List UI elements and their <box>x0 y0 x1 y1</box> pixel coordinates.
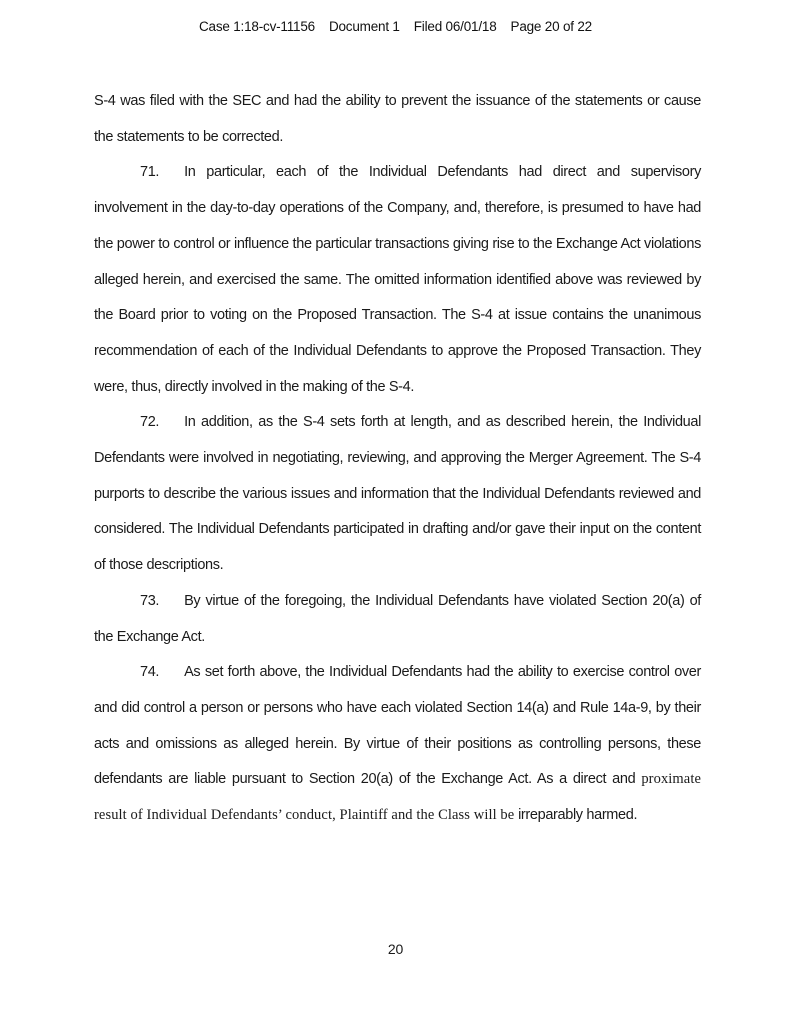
paragraph-text: In particular, each of the Individual Defendants had direct and supervisory involvement in the day-to-day operations of the Company, and, therefore, is presumed to have had the power to control or influence the particular transactions giving rise to the Exchange Act violations alleged herein, and exercised the same. The omitted information identified above was reviewed by the Board prior to voting on the Proposed Transaction. The S-4 at issue contains the unanimous recommendation of each of the Individual Defendants to approve the Proposed Transaction. They were, thus, directly involved in the making of the S-4. <box>94 164 701 395</box>
case-header <box>0 19 791 34</box>
paragraph-73 <box>94 584 701 655</box>
paragraph-segment-sans: As set forth above, the Individual Defendants had the ability to exercise control over and did control a person or persons who have each violated Section 14(a) and Rule 14a-9, by their acts and omissions as alleged herein. By virtue of their positions as controlling persons, these defendants are liable pursuant to Section 20(a) of the Exchange Act. As a direct and <box>94 664 701 788</box>
paragraph-segment-serif: proximate result of Individual Defendants’ conduct, Plaintiff and the Class will be <box>94 771 701 824</box>
paragraph-72 <box>94 405 701 584</box>
document-body <box>94 84 701 834</box>
paragraph-text: By virtue of the foregoing, the Individual Defendants have violated Section 20(a) of the Exchange Act. <box>94 592 701 645</box>
header-page-count: Page 20 of 22 <box>510 19 592 34</box>
header-case-number: Case 1:18-cv-11156 <box>198 19 315 34</box>
paragraph-74 <box>94 655 701 834</box>
paragraph-segment-sans: irreparably harmed. <box>518 807 638 824</box>
paragraph-number: 74. <box>140 664 160 681</box>
paragraph-71 <box>94 155 701 405</box>
paragraph-number: 71. <box>140 164 160 181</box>
paragraph-number: 73. <box>140 592 160 609</box>
paragraph-text: In addition, as the S-4 sets forth at length, and as described herein, the Individual Defendants were involved in negotiating, reviewing, and approving the Merger Agreement. The S-4 purports to describe the various issues and information that the Individual Defendants reviewed and considered. The Individual Defendants participated in drafting and/or gave their input on the content of those descriptions. <box>94 414 701 574</box>
paragraph-continuation <box>94 84 701 155</box>
header-document-number: Document 1 <box>328 19 400 34</box>
paragraph-text: S-4 was filed with the SEC and had the ability to prevent the issuance of the statements or cause the statements to be corrected. <box>94 93 701 145</box>
page-footer <box>0 941 791 957</box>
paragraph-number: 72. <box>140 414 160 431</box>
page-number: 20 <box>387 941 404 957</box>
header-filed-date: Filed 06/01/18 <box>413 19 497 34</box>
